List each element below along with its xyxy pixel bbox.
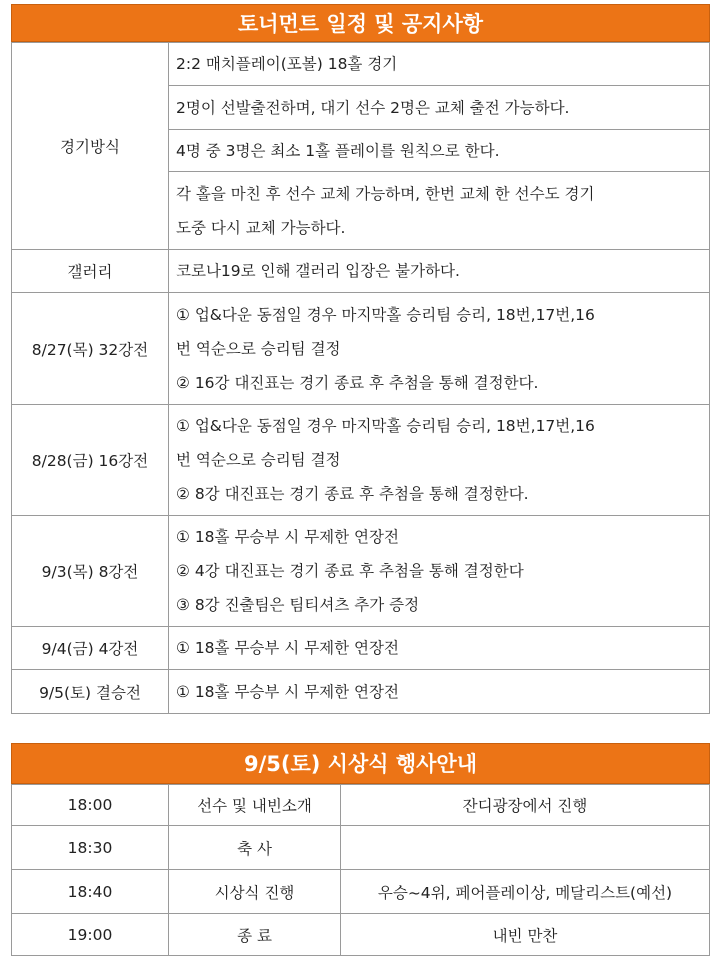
round-32-notes — [169, 293, 710, 405]
ceremony-event: 선수 및 내빈소개 — [169, 785, 341, 826]
ceremony-event: 종 료 — [169, 914, 341, 956]
table-row — [12, 785, 710, 826]
ceremony-time: 18:40 — [12, 870, 169, 914]
row-label-semifinal: 9/4(금) 4강전 — [12, 627, 169, 670]
table-row — [12, 870, 710, 914]
ceremony-note: 내빈 만찬 — [341, 914, 710, 956]
note-line: ① 업&다운 동점일 경우 마지막홀 승리팀 승리, 18번,17번,16 — [176, 305, 595, 324]
ceremony-time: 18:00 — [12, 785, 169, 826]
ceremony-event: 축 사 — [169, 826, 341, 870]
format-item: 2명이 선발출전하며, 대기 선수 2명은 교체 출전 가능하다. — [169, 86, 710, 130]
row-label-final: 9/5(토) 결승전 — [12, 670, 169, 714]
table-row — [12, 250, 710, 293]
table-row — [12, 826, 710, 870]
ceremony-note — [341, 826, 710, 870]
format-item: 4명 중 3명은 최소 1홀 플레이를 원칙으로 한다. — [169, 130, 710, 172]
format-item: 2:2 매치플레이(포볼) 18홀 경기 — [169, 43, 710, 86]
round-16-notes — [169, 405, 710, 516]
table-row — [12, 293, 710, 405]
ceremony-note: 우승~4위, 페어플레이상, 메달리스트(예선) — [341, 870, 710, 914]
format-item — [169, 172, 710, 250]
ceremony-time: 18:30 — [12, 826, 169, 870]
format-item-line: 도중 다시 교체 가능하다. — [176, 218, 346, 237]
table-row — [12, 43, 710, 86]
row-label-round-8: 9/3(목) 8강전 — [12, 516, 169, 627]
semifinal-note: ① 18홀 무승부 시 무제한 연장전 — [169, 627, 710, 670]
schedule-title: 토너먼트 일정 및 공지사항 — [237, 12, 484, 36]
table-row — [12, 670, 710, 714]
ceremony-title: 9/5(토) 시상식 행사안내 — [244, 752, 477, 776]
format-item-line: 각 홀을 마친 후 선수 교체 가능하며, 한번 교체 한 선수도 경기 — [176, 184, 595, 203]
note-line: ① 18홀 무승부 시 무제한 연장전 — [176, 528, 399, 546]
table-row — [12, 516, 710, 627]
ceremony-note: 잔디광장에서 진행 — [341, 785, 710, 826]
note-line: ① 업&다운 동점일 경우 마지막홀 승리팀 승리, 18번,17번,16 — [176, 417, 595, 435]
row-label-format: 경기방식 — [12, 43, 169, 250]
ceremony-time: 19:00 — [12, 914, 169, 956]
ceremony-table-block — [11, 743, 710, 956]
final-note: ① 18홀 무승부 시 무제한 연장전 — [169, 670, 710, 714]
note-line: ② 4강 대진표는 경기 종료 후 추첨을 통해 결정한다 — [176, 562, 524, 580]
note-line: ② 8강 대진표는 경기 종료 후 추첨을 통해 결정한다. — [176, 485, 529, 503]
row-label-round-16: 8/28(금) 16강전 — [12, 405, 169, 516]
schedule-table — [11, 42, 710, 714]
note-line: ③ 8강 진출팀은 팀티셔츠 추가 증정 — [176, 596, 420, 614]
schedule-header — [11, 4, 710, 42]
table-row — [12, 914, 710, 956]
ceremony-header — [11, 743, 710, 784]
table-row — [12, 405, 710, 516]
ceremony-table — [11, 784, 710, 956]
table-row — [12, 627, 710, 670]
schedule-table-block — [11, 4, 710, 714]
note-line: ② 16강 대진표는 경기 종료 후 추첨을 통해 결정한다. — [176, 373, 539, 392]
gallery-note: 코로나19로 인해 갤러리 입장은 불가하다. — [169, 250, 710, 293]
row-label-gallery: 갤러리 — [12, 250, 169, 293]
row-label-round-32: 8/27(목) 32강전 — [12, 293, 169, 405]
note-line: 번 역순으로 승리팀 결정 — [176, 451, 341, 469]
note-line: 번 역순으로 승리팀 결정 — [176, 339, 341, 358]
ceremony-event: 시상식 진행 — [169, 870, 341, 914]
round-8-notes — [169, 516, 710, 627]
